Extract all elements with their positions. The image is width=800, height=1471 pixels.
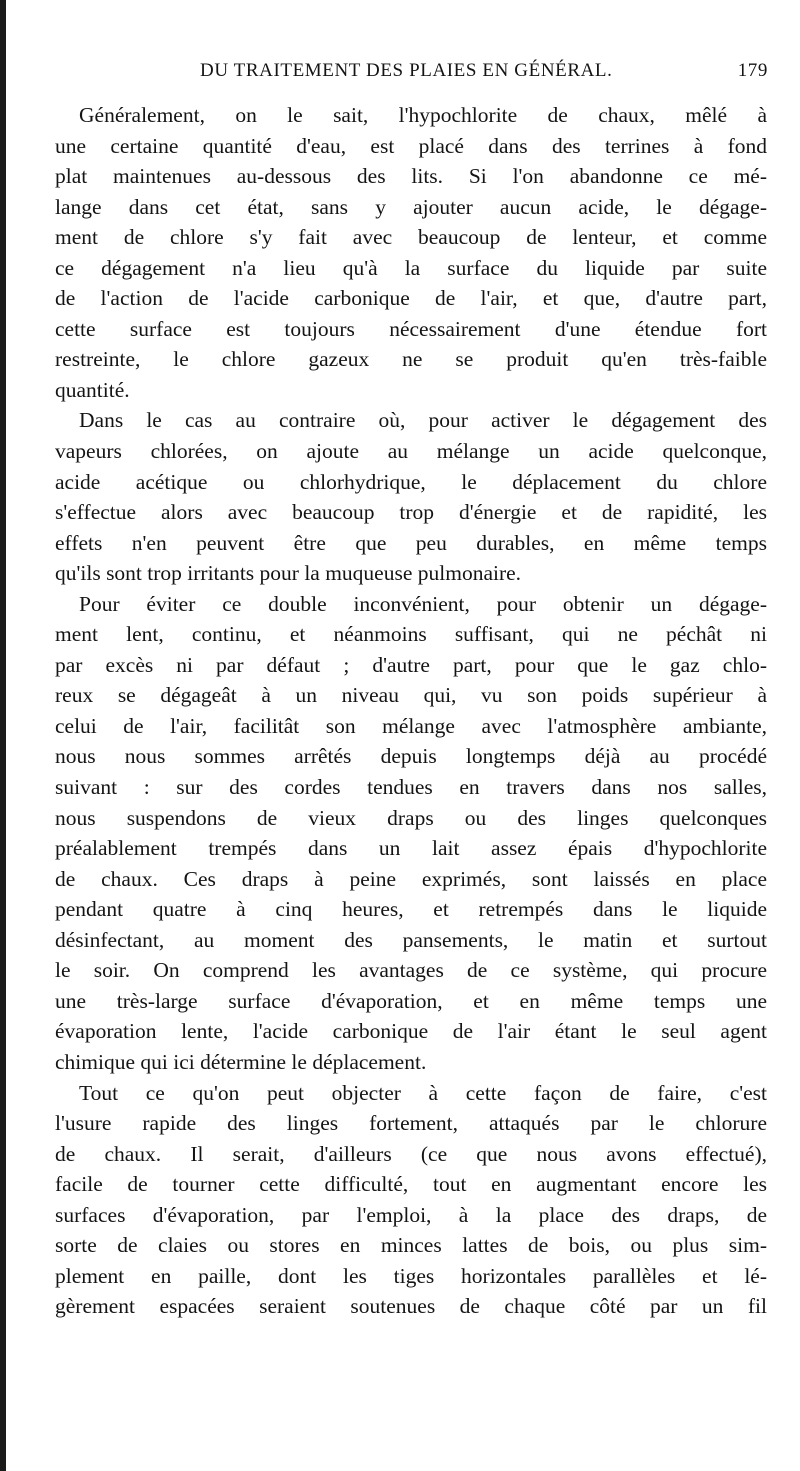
text-line: gèrement espacées seraient soutenues de chaque côté par un fil (55, 1294, 767, 1319)
page-left-edge-shadow (0, 0, 6, 1471)
text-line: qu'ils sont trop irritants pour la muqueuse pulmonaire. (55, 561, 522, 586)
text-line: Tout ce qu'on peut objecter à cette façon de faire, c'est (79, 1080, 767, 1105)
text-line: ce dégagement n'a lieu qu'à la surface du liquide par suite (55, 255, 767, 280)
page-number: 179 (737, 60, 768, 81)
text-line: plement en paille, dont les tiges horizontales parallèles et lé- (55, 1263, 767, 1288)
text-line: nous nous sommes arrêtés depuis longtemps déjà au procédé (55, 744, 767, 769)
text-line: une très-large surface d'évaporation, et en même temps une (55, 988, 767, 1013)
text-line: le soir. On comprend les avantages de ce système, qui procure (55, 958, 767, 983)
text-line: quantité. (55, 377, 130, 402)
text-line: ment lent, continu, et néanmoins suffisant, qui ne péchât ni (55, 622, 767, 647)
text-line: effets n'en peuvent être que peu durables, en même temps (55, 530, 767, 555)
running-title: DU TRAITEMENT DES PLAIES EN GÉNÉRAL. (200, 60, 613, 81)
running-header (200, 60, 768, 90)
text-line: Dans le cas au contraire où, pour activer le dégagement des (79, 408, 767, 433)
text-line: nous suspendons de vieux draps ou des linges quelconques (55, 805, 767, 830)
text-line: s'effectue alors avec beaucoup trop d'énergie et de rapidité, les (55, 500, 767, 525)
text-line: préalablement trempés dans un lait assez épais d'hypochlorite (55, 836, 767, 861)
text-line: l'usure rapide des linges fortement, attaqués par le chlorure (55, 1111, 767, 1136)
text-line: surfaces d'évaporation, par l'emploi, à la place des draps, de (55, 1202, 767, 1227)
text-line: acide acétique ou chlorhydrique, le déplacement du chlore (55, 469, 767, 494)
text-line: évaporation lente, l'acide carbonique de l'air étant le seul agent (55, 1019, 767, 1044)
text-line: par excès ni par défaut ; d'autre part, pour que le gaz chlo- (55, 652, 767, 677)
text-line: celui de l'air, facilitât son mélange avec l'atmosphère ambiante, (55, 713, 767, 738)
text-line: ment de chlore s'y fait avec beaucoup de lenteur, et comme (55, 225, 767, 250)
text-line: chimique qui ici détermine le déplacement. (55, 1049, 427, 1074)
text-line: de chaux. Ces draps à peine exprimés, sont laissés en place (55, 866, 767, 891)
text-line: sorte de claies ou stores en minces lattes de bois, ou plus sim- (55, 1233, 767, 1258)
body-text (55, 100, 767, 1322)
text-line: Pour éviter ce double inconvénient, pour obtenir un dégage- (79, 591, 767, 616)
text-line: suivant : sur des cordes tendues en travers dans nos salles, (55, 775, 767, 800)
text-line: facile de tourner cette difficulté, tout en augmentant encore les (55, 1172, 767, 1197)
text-line: cette surface est toujours nécessairement d'une étendue fort (55, 316, 767, 341)
text-line: une certaine quantité d'eau, est placé dans des terrines à fond (55, 133, 767, 158)
text-line: désinfectant, au moment des pansements, le matin et surtout (55, 927, 767, 952)
text-line: de chaux. Il serait, d'ailleurs (ce que nous avons effectué), (55, 1141, 767, 1166)
text-line: reux se dégageât à un niveau qui, vu son poids supérieur à (55, 683, 767, 708)
text-line: pendant quatre à cinq heures, et retrempés dans le liquide (55, 897, 767, 922)
text-line: restreinte, le chlore gazeux ne se produit qu'en très-faible (55, 347, 767, 372)
text-line: Généralement, on le sait, l'hypochlorite de chaux, mêlé à (79, 103, 767, 127)
text-line: lange dans cet état, sans y ajouter aucun acide, le dégage- (55, 194, 767, 219)
text-line: vapeurs chlorées, on ajoute au mélange un acide quelconque, (55, 439, 767, 464)
text-line: de l'action de l'acide carbonique de l'air, et que, d'autre part, (55, 286, 767, 311)
text-line: plat maintenues au-dessous des lits. Si l'on abandonne ce mé- (55, 164, 767, 189)
